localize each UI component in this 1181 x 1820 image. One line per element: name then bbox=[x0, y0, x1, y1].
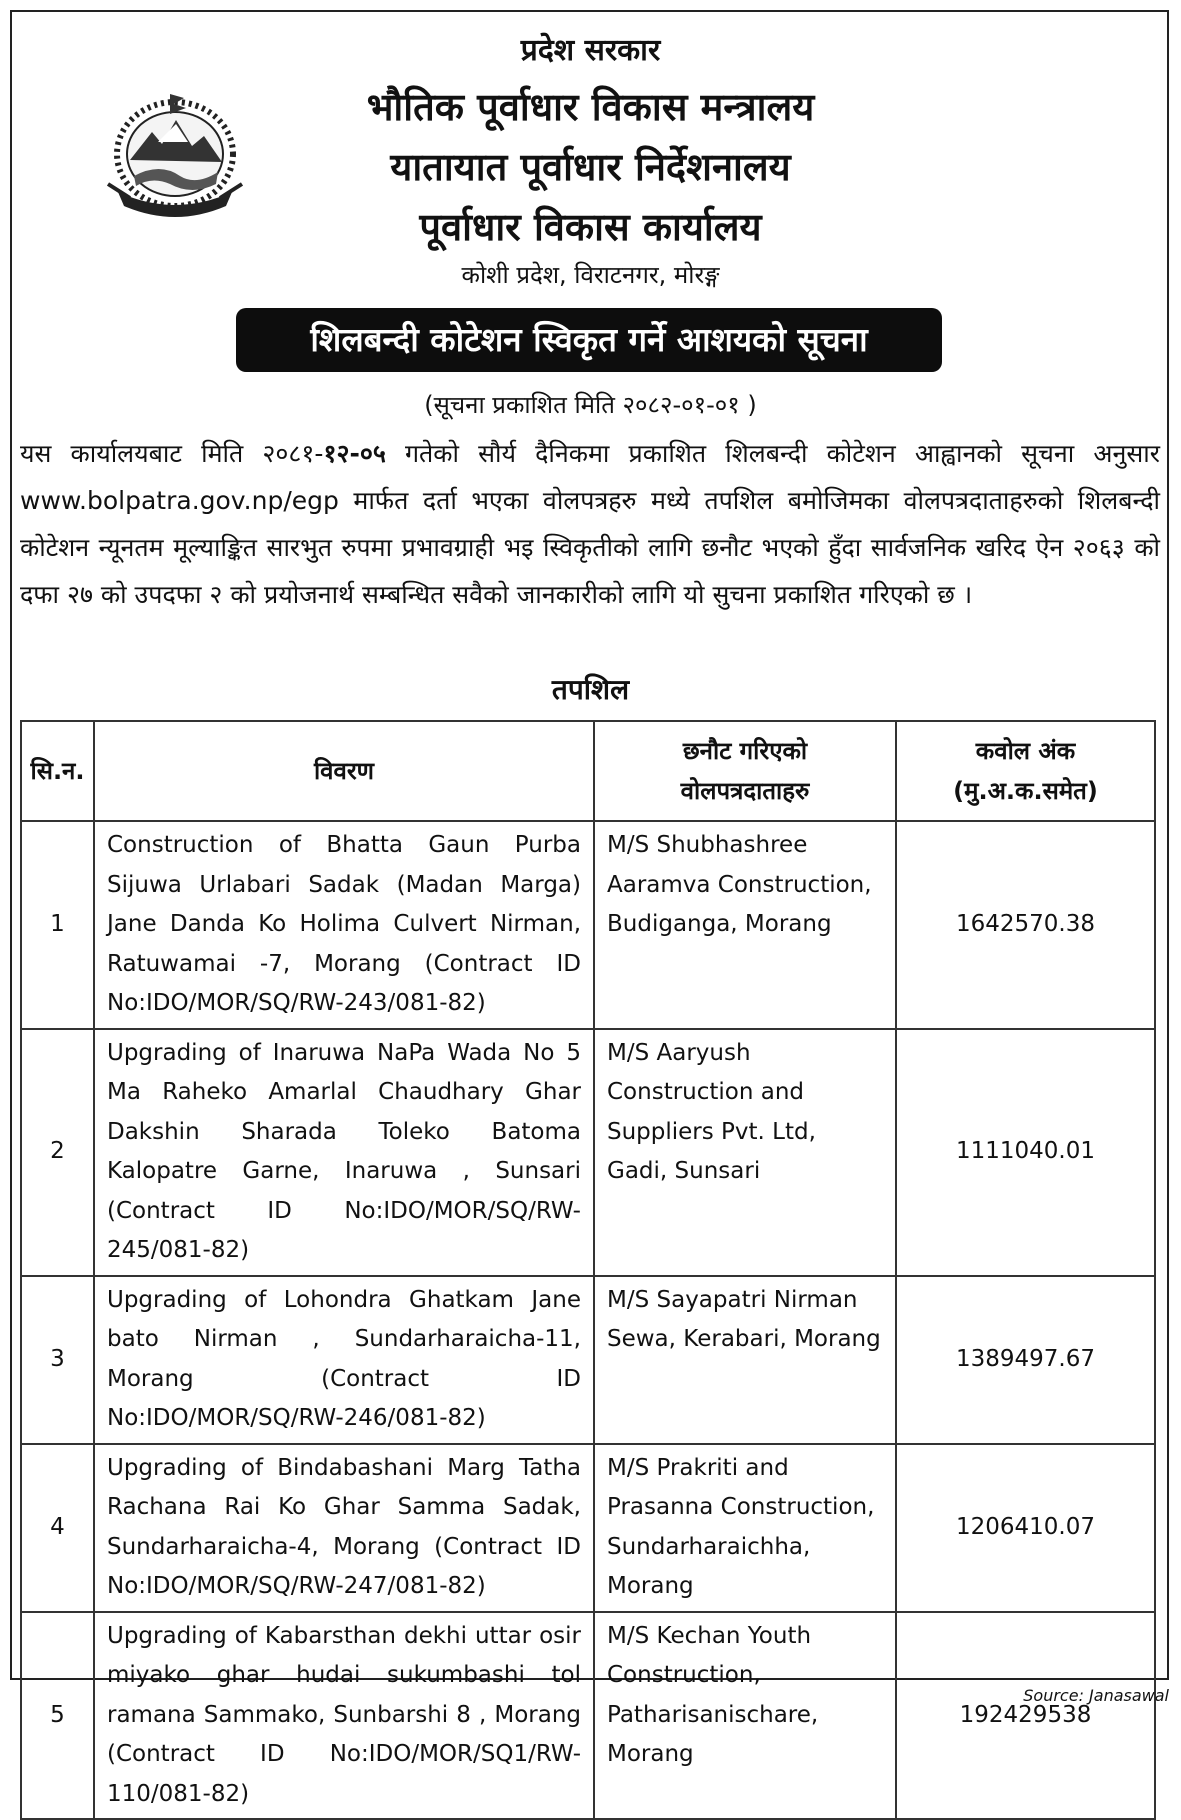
row-sn: 1 bbox=[21, 821, 94, 1029]
source-credit: Source: Janasawal bbox=[1023, 1686, 1169, 1705]
col-header-sn: सि.न. bbox=[21, 721, 94, 821]
ministry-name: भौतिक पूर्वाधार विकास मन्त्रालय bbox=[366, 85, 815, 129]
row-sn: 5 bbox=[21, 1612, 94, 1820]
row-bidder: M/S Sayapatri Nirman Sewa, Kerabari, Morang bbox=[594, 1276, 896, 1444]
table-row bbox=[21, 1612, 1155, 1820]
schedule-title: तपशिल bbox=[551, 673, 630, 706]
col-header-bidder: छनौट गरिएको वोलपत्रदाताहरु bbox=[594, 721, 896, 821]
row-amount: 1111040.01 bbox=[896, 1029, 1155, 1276]
row-amount: 1389497.67 bbox=[896, 1276, 1155, 1444]
row-sn: 3 bbox=[21, 1276, 94, 1444]
table-row bbox=[21, 1444, 1155, 1612]
office-address: कोशी प्रदेश, विराटनगर, मोरङ्ग bbox=[461, 261, 720, 289]
row-amount: 192429538 bbox=[896, 1612, 1155, 1820]
notice-body-part-2: गतेको सौर्य दैनिकमा प्रकाशित शिलबन्दी कोटेशन आह्वानको सूचना अनुसार www.bolpatra.gov.np/egp मार्फत दर्ता भएका वोलपत्रहरु मध्ये तपशिल बमोजिमका वोलपत्रदाताहरुको शिलबन्दी कोटेशन न्यूनतम मूल्याङ्कित सारभुत रुपमा प्रभावग्राही भइ स्विकृतीको लागि छनौट भएको हुँदा सार्वजनिक खरिद ऐन २०६३ को दफा २७ को उपदफा २ को प्रयोजनार्थ सम्बन्धित सवैको जानकारीको लागि यो सुचना प्रकाशित गरिएको छ । bbox=[20, 439, 1160, 609]
directorate-name: यातायात पूर्वाधार निर्देशनालय bbox=[390, 145, 791, 189]
row-description: Upgrading of Inaruwa NaPa Wada No 5 Ma Raheko Amarlal Chaudhary Ghar Dakshin Sharada Toleko Batoma Kalopatre Garne, Inaruwa , Sunsari (Contract ID No:IDO/MOR/SQ/RW-245/081-82) bbox=[94, 1029, 594, 1276]
awarded-bids-table bbox=[20, 720, 1156, 1820]
row-amount: 1642570.38 bbox=[896, 821, 1155, 1029]
table-row bbox=[21, 1029, 1155, 1276]
header-line-1: प्रदेश सरकार bbox=[520, 33, 661, 68]
row-description: Construction of Bhatta Gaun Purba Sijuwa Urlabari Sadak (Madan Marga) Jane Danda Ko Holima Culvert Nirman, Ratuwamai -7, Morang (Contract ID No:IDO/MOR/SQ/RW-243/081-82) bbox=[94, 821, 594, 1029]
notice-body bbox=[20, 430, 1160, 618]
row-bidder: M/S Shubhashree Aaramva Construction, Budiganga, Morang bbox=[594, 821, 896, 1029]
table-header-row bbox=[21, 721, 1155, 821]
table-row bbox=[21, 821, 1155, 1029]
notice-body-part-1: यस कार्यालयबाट मिति २०८१- bbox=[20, 439, 324, 468]
row-sn: 4 bbox=[21, 1444, 94, 1612]
row-bidder: M/S Prakriti and Prasanna Construction, Sundarharaichha, Morang bbox=[594, 1444, 896, 1612]
notice-body-date: १२-०५ bbox=[323, 439, 386, 468]
col-header-description: विवरण bbox=[94, 721, 594, 821]
col-header-amount: कवोल अंक (मु.अ.क.समेत) bbox=[896, 721, 1155, 821]
publication-date: (सूचना प्रकाशित मिति २०८२-०१-०१ ) bbox=[424, 391, 757, 419]
row-description: Upgrading of Lohondra Ghatkam Jane bato Nirman , Sundarharaicha-11, Morang (Contract ID No:IDO/MOR/SQ/RW-246/081-82) bbox=[94, 1276, 594, 1444]
row-bidder: M/S Aaryush Construction and Suppliers Pvt. Ltd, Gadi, Sunsari bbox=[594, 1029, 896, 1276]
row-description: Upgrading of Bindabashani Marg Tatha Rachana Rai Ko Ghar Samma Sadak, Sundarharaicha-4, Morang (Contract ID No:IDO/MOR/SQ/RW-247/081-82) bbox=[94, 1444, 594, 1612]
row-sn: 2 bbox=[21, 1029, 94, 1276]
row-description: Upgrading of Kabarsthan dekhi uttar osir miyako ghar hudai sukumbashi tol ramana Sammako, Sunbarshi 8 , Morang (Contract ID No:IDO/MOR/SQ1/RW-110/081-82) bbox=[94, 1612, 594, 1820]
row-bidder: M/S Kechan Youth Construction, Patharisanischare, Morang bbox=[594, 1612, 896, 1820]
row-amount: 1206410.07 bbox=[896, 1444, 1155, 1612]
notice-title-banner: शिलबन्दी कोटेशन स्विकृत गर्ने आशयको सूचना bbox=[236, 308, 942, 372]
table-row bbox=[21, 1276, 1155, 1444]
office-name: पूर्वाधार विकास कार्यालय bbox=[419, 205, 762, 249]
